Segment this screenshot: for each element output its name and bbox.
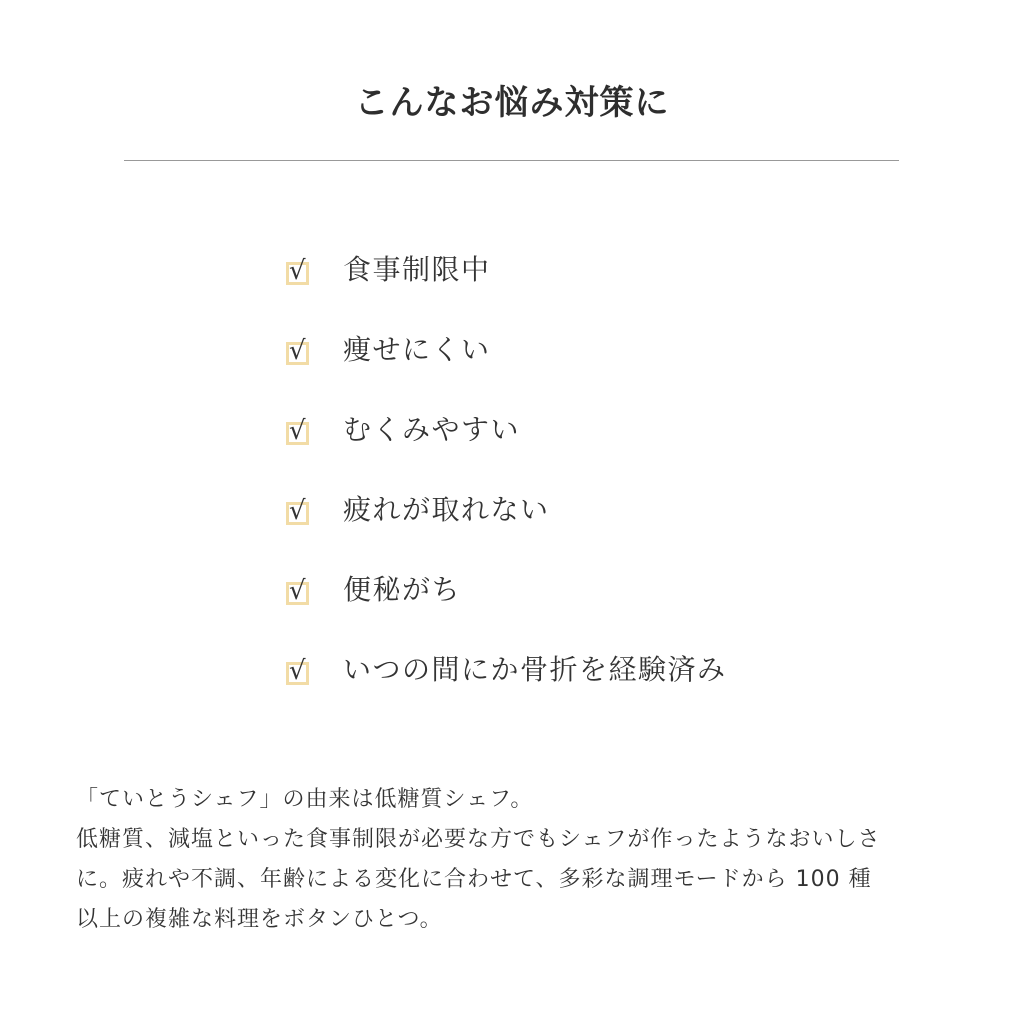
description-line: に。疲れや不調、年齢による変化に合わせて、多彩な調理モードから 100 種 <box>76 867 872 892</box>
checkbox-icon <box>286 415 309 446</box>
checklist-item-label: 食事制限中 <box>343 253 491 286</box>
check-mark-icon: √ <box>289 255 306 286</box>
concern-checklist <box>286 248 727 728</box>
description-line: 「ていとうシェフ」の由来は低糖質シェフ。 <box>76 787 534 812</box>
checklist-item-label: 便秘がち <box>343 573 462 606</box>
description-text <box>76 780 956 940</box>
checklist-item <box>286 568 727 612</box>
checklist-item <box>286 648 727 692</box>
checklist-item-label: むくみやすい <box>343 413 521 446</box>
checkbox-icon <box>286 575 309 606</box>
checklist-item-label: 疲れが取れない <box>343 493 550 526</box>
section-heading: こんなお悩み対策に <box>354 83 670 123</box>
checklist-item <box>286 248 727 292</box>
checklist-item-label: 痩せにくい <box>343 333 491 366</box>
check-mark-icon: √ <box>289 415 306 446</box>
checklist-item <box>286 488 727 532</box>
checkbox-icon <box>286 335 309 366</box>
check-mark-icon: √ <box>289 655 306 686</box>
checklist-item <box>286 328 727 372</box>
checklist-item <box>286 408 727 452</box>
description-line: 低糖質、減塩といった食事制限が必要な方でもシェフが作ったようなおいしさ <box>76 827 881 852</box>
heading-divider <box>124 160 899 161</box>
description-line: 以上の複雑な料理をボタンひとつ。 <box>76 907 443 932</box>
checklist-item-label: いつの間にか骨折を経験済み <box>343 653 727 686</box>
checkbox-icon <box>286 255 309 286</box>
checkbox-icon <box>286 655 309 686</box>
check-mark-icon: √ <box>289 575 306 606</box>
checkbox-icon <box>286 495 309 526</box>
check-mark-icon: √ <box>289 335 306 366</box>
check-mark-icon: √ <box>289 495 306 526</box>
